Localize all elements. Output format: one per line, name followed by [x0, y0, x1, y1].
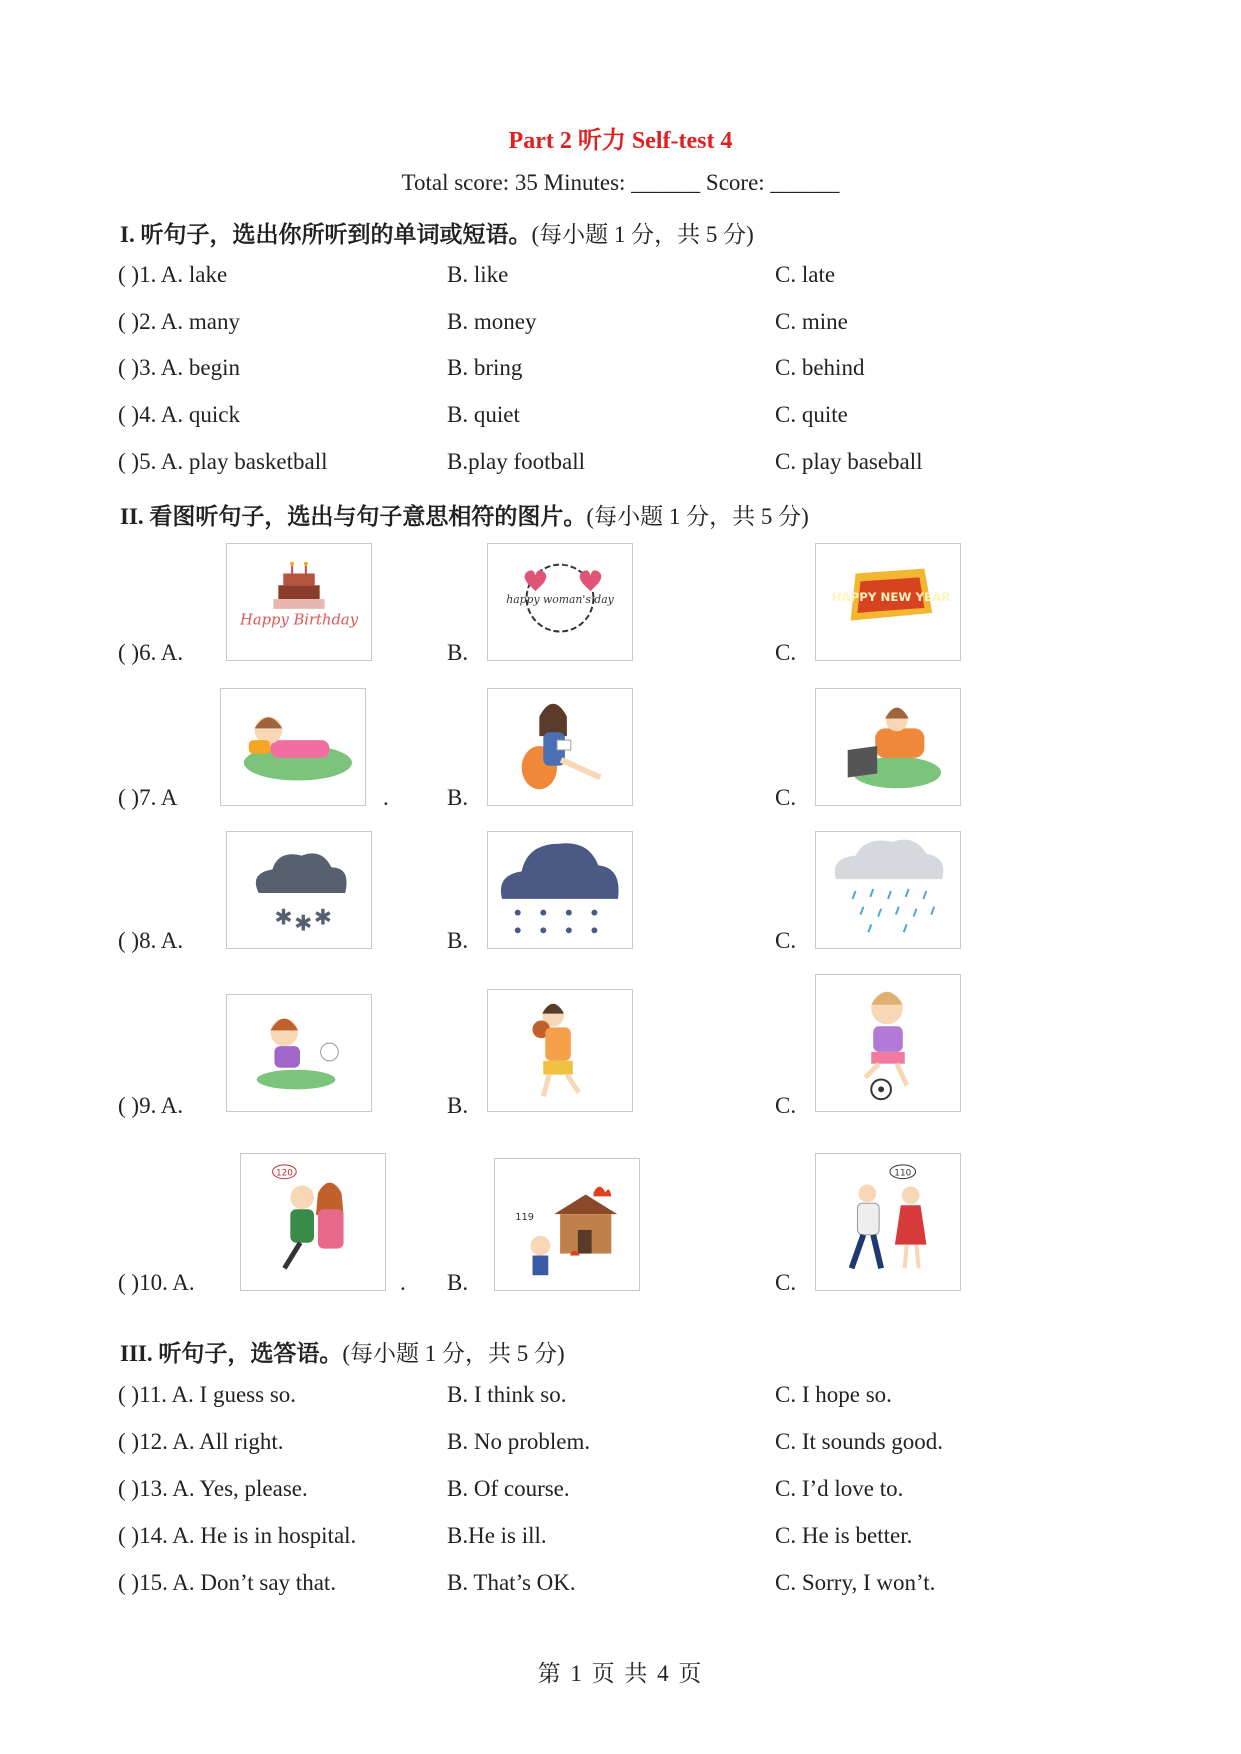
question-15-b: B. That’s OK.: [447, 1570, 576, 1595]
question-11-b: B. I think so.: [447, 1382, 567, 1407]
new-year-picture-text: HAPPY NEW YEAR: [831, 590, 951, 605]
question-11-c: C. I hope so.: [775, 1382, 892, 1407]
question-2-a: ( )2. A. many: [118, 309, 241, 334]
question-5-a: ( )5. A. play basketball: [118, 449, 328, 474]
question-13-b: B. Of course.: [447, 1476, 570, 1501]
ambulance-call-picture: [240, 1153, 386, 1291]
question-12-b: B. No problem.: [447, 1429, 591, 1454]
question-6-c-label: C.: [775, 640, 797, 665]
question-13-c: C. I’d love to.: [775, 1476, 904, 1501]
girl-reading-picture: [487, 688, 633, 806]
question-4-b: B. quiet: [447, 402, 520, 427]
question-13-a: ( )13. A. Yes, please.: [118, 1476, 308, 1501]
girl-basketball-picture: [487, 989, 633, 1112]
question-12-a: ( )12. A. All right.: [118, 1429, 284, 1454]
ambulance-number: 120: [275, 1168, 293, 1179]
section1-heading: [120, 216, 754, 249]
question-9-b-label: B.: [447, 1093, 469, 1118]
question-1-c: C. late: [775, 262, 836, 287]
hail-cloud-picture: [487, 831, 633, 949]
question-10-dot: .: [400, 1270, 406, 1295]
svg-text:✱: ✱: [313, 905, 332, 931]
svg-text:✱: ✱: [294, 911, 313, 937]
girl-sleeping-picture: [220, 688, 366, 806]
police-call-picture: [815, 1153, 961, 1291]
section3-heading: [120, 1335, 565, 1368]
question-3-a: ( )3. A. begin: [118, 355, 241, 380]
question-10-b-label: B.: [447, 1270, 469, 1295]
score-line: Total score: 35 Minutes: ______ Score: ______: [401, 170, 840, 195]
question-10-c-label: C.: [775, 1270, 797, 1295]
question-14-c: C. He is better.: [775, 1523, 913, 1548]
girl-volleyball-picture: [226, 994, 372, 1112]
question-1-b: B. like: [447, 262, 509, 287]
womens-day-picture: [487, 543, 633, 661]
question-11-a: ( )11. A. I guess so.: [118, 1382, 297, 1407]
question-15-c: C. Sorry, I won’t.: [775, 1570, 936, 1595]
question-3-c: C. behind: [775, 355, 865, 380]
birthday-picture-text: Happy Birthday: [239, 611, 359, 629]
question-9-c-label: C.: [775, 1093, 797, 1118]
new-year-picture: [815, 543, 961, 661]
page-footer: 第 1 页 共 4 页: [537, 1661, 704, 1686]
question-3-b: B. bring: [447, 355, 523, 380]
police-number: 110: [894, 1168, 912, 1179]
birthday-cake-picture: [226, 543, 372, 661]
question-6-label: ( )6. A.: [118, 640, 184, 665]
svg-text:✱: ✱: [274, 905, 293, 931]
snowy-cloud-picture: [226, 831, 372, 949]
question-5-b: B.play football: [447, 449, 585, 474]
rain-cloud-picture: [815, 831, 961, 949]
section2-heading-text: II. 看图听句子，选出与句子意思相符的图片。: [120, 504, 587, 529]
fire-number: 119: [515, 1212, 535, 1224]
question-7-label: ( )7. A: [118, 785, 178, 810]
section2-points: (每小题 1 分，共 5 分): [586, 504, 809, 529]
womens-day-picture-text: happy woman's day: [506, 592, 614, 606]
fire-call-picture: [494, 1158, 640, 1291]
girl-watching-tv-picture: [815, 688, 961, 806]
question-4-a: ( )4. A. quick: [118, 402, 241, 427]
question-7-b-label: B.: [447, 785, 469, 810]
question-4-c: C. quite: [775, 402, 848, 427]
question-8-b-label: B.: [447, 928, 469, 953]
question-12-c: C. It sounds good.: [775, 1429, 944, 1454]
section1-points: (每小题 1 分，共 5 分): [531, 222, 754, 247]
question-9-label: ( )9. A.: [118, 1093, 184, 1118]
question-8-label: ( )8. A.: [118, 928, 184, 953]
girl-football-picture: [815, 974, 961, 1112]
section3-heading-text: III. 听句子，选答语。: [120, 1341, 343, 1366]
section3-points: (每小题 1 分，共 5 分): [342, 1341, 565, 1366]
question-7-dot: .: [383, 785, 389, 810]
section1-heading-text: I. 听句子，选出你所听到的单词或短语。: [120, 222, 532, 247]
question-2-c: C. mine: [775, 309, 848, 334]
question-1-a: ( )1. A. lake: [118, 262, 228, 287]
question-15-a: ( )15. A. Don’t say that.: [118, 1570, 337, 1595]
question-10-label: ( )10. A.: [118, 1270, 195, 1295]
question-5-c: C. play baseball: [775, 449, 923, 474]
question-2-b: B. money: [447, 309, 537, 334]
question-6-b-label: B.: [447, 640, 469, 665]
question-14-a: ( )14. A. He is in hospital.: [118, 1523, 357, 1548]
question-7-c-label: C.: [775, 785, 797, 810]
section2-heading: [120, 498, 809, 531]
question-8-c-label: C.: [775, 928, 797, 953]
page-title: Part 2 听力 Self-test 4: [508, 128, 733, 154]
question-14-b: B.He is ill.: [447, 1523, 547, 1548]
